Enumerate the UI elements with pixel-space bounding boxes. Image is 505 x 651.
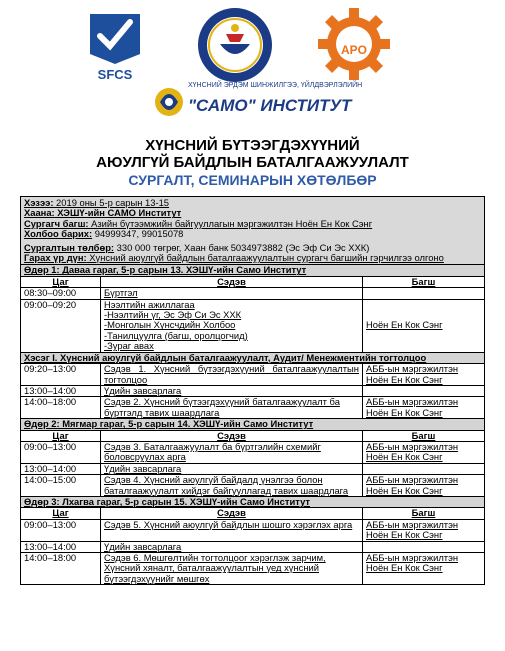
column-header-teacher: Багш: [362, 430, 484, 441]
sfcs-logo-text: SFCS: [97, 67, 133, 82]
samo-logo-subtitle: ХҮНСНИЙ ЭРДЭМ ШИНЖИЛГЭЭ, ҮЙЛДВЭРЛЭЛИЙН: [188, 82, 363, 89]
table-row: [21, 475, 485, 497]
topic-cell: [101, 299, 363, 352]
result-label: Гарах үр дүн:: [24, 252, 87, 264]
opening-line: -Зураг авах: [104, 340, 154, 352]
topic-cell: Сэдэв 5. Хүнсний аюулгүй байдлын шошго хэрэглэх арга: [101, 519, 363, 541]
table-row: [21, 364, 485, 386]
topic-cell: Үдийн завсарлага: [101, 541, 363, 552]
day-2-header: [21, 419, 485, 430]
day-2-title: Өдөр 2: Мягмар гараг, 5-р сарын 14. ХЭШҮ-ийн Само Институт: [21, 419, 485, 430]
teacher-cell: АББ-ын мэргэжилтэн Ноён Ен Кок Сэнг: [362, 397, 484, 419]
column-header-topic: Сэдэв: [101, 508, 363, 519]
time-cell: 14:00–18:00: [21, 397, 101, 419]
title-line-3: СУРГАЛТ, СЕМИНАРЫН ХӨТӨЛБӨР: [128, 172, 377, 188]
samo-institute-logo: [154, 80, 364, 128]
table-row: [21, 397, 485, 419]
topic-cell: Бүртгэл: [101, 288, 363, 299]
topic-cell: Сэдэв 1. Хүнсний бүтээгдэхүүний баталгаажуулалтын тогтолцоо: [101, 364, 363, 386]
teacher-cell: АББ-ын мэргэжилтэн Ноён Ен Кок Сэнг: [362, 519, 484, 541]
column-header-time: Цаг: [21, 508, 101, 519]
opening-line: -Монголын Хүнсчдийн Холбоо: [104, 319, 236, 331]
topic-cell: Сэдэв 6. Мөшгөлтийн тогтолцоог хэрэглэж зарчим, Хүнсний хяналт, баталгаажуулалтын үед хүнсний бүтээгдэхүүнийг мөшгөх: [101, 553, 363, 585]
teacher-cell: АББ-ын мэргэжилтэн Ноён Ен Кок Сэнг: [362, 364, 484, 386]
time-cell: 08:30–09:00: [21, 288, 101, 299]
table-row: [21, 441, 485, 463]
contact-value: 94999347, 99015078: [92, 228, 184, 240]
samo-emblem-icon: [154, 82, 184, 122]
apo-gear-logo: [316, 6, 392, 82]
time-cell: 09:00–13:00: [21, 519, 101, 541]
fee-label: Сургалтын төлбөр:: [24, 241, 115, 253]
time-cell: 09:00–09:20: [21, 299, 101, 352]
teacher-cell: [362, 385, 484, 396]
time-cell: 13:00–14:00: [21, 385, 101, 396]
topic-cell: Сэдэв 4. Хүнсний аюулгүй байдалд үнэлгээ болон баталгаажуулалт хийдэг байгууллагад тавих шаардлага: [101, 475, 363, 497]
opening-line: -Танилцуулга (багш, оролцогчид): [104, 329, 248, 341]
opening-line: -Нээлтийн үг, Эс Эф Си Эс ХХК: [104, 309, 242, 321]
trainer-value: Азийн бүтээмжийн байгууллагын мэргэжилтэн Ноён Ен Кок Сэнг: [88, 217, 373, 229]
day-1-title: Өдөр 1: Даваа гараг, 5-р сарын 13. ХЭШҮ-ийн Само Институт: [21, 265, 485, 276]
table-row: [21, 519, 485, 541]
time-cell: 14:00–18:00: [21, 553, 101, 585]
topic-cell: Үдийн завсарлага: [101, 385, 363, 396]
samo-logo-name: "САМО" ИНСТИТУТ: [188, 96, 352, 115]
teacher-cell: АББ-ын мэргэжилтэн Ноён Ен Кок Сэнг: [362, 475, 484, 497]
column-header-teacher: Багш: [362, 276, 484, 287]
contact-label: Холбоо барих:: [24, 228, 93, 240]
teacher-cell: Ноён Ен Кок Сэнг: [362, 299, 484, 352]
topic-cell: Сэдэв 2. Хүнсний бүтээгдэхүүний баталгаажуулалт ба бүртгэлд тавих шаардлага: [101, 397, 363, 419]
section-header: [21, 352, 485, 363]
program-table: [20, 196, 485, 585]
sfcs-logo: [88, 10, 142, 82]
info-block: [21, 197, 485, 265]
teacher-cell: [362, 288, 484, 299]
table-row: [21, 553, 485, 585]
fee-value: 330 000 төгрөг, Хаан банк 5034973882 (Эс Эф Си Эс ХХК): [114, 241, 370, 253]
trainer-label: Сургагч багш:: [24, 217, 89, 229]
topic-cell: Үдийн завсарлага: [101, 463, 363, 474]
column-header-topic: Сэдэв: [101, 430, 363, 441]
table-row: [21, 288, 485, 299]
time-cell: 13:00–14:00: [21, 463, 101, 474]
column-header-teacher: Багш: [362, 508, 484, 519]
opening-line: Нээлтийн ажиллагаа: [104, 298, 195, 310]
place-label: Хаана:: [24, 207, 55, 219]
title-line-1: ХҮНСНИЙ БҮТЭЭГДЭХҮҮНИЙ: [145, 137, 360, 154]
table-row: [21, 541, 485, 552]
title-line-2: АЮУЛГҮЙ БАЙДЛЫН БАТАЛГААЖУУЛАЛТ: [96, 154, 409, 171]
topic-cell: Сэдэв 3. Баталгаажуулалт ба бүртгэлийн схемийг боловсруулах арга: [101, 441, 363, 463]
table-row: [21, 299, 485, 352]
result-value: Хүнсний аюулгүй байдлын баталгаажуулалтын сургагч багшийн гэрчилгээ олгоно: [86, 252, 444, 264]
time-cell: 13:00–14:00: [21, 541, 101, 552]
day-3-title: Өдөр 3: Лхагва гараг, 5-р сарын 15. ХЭШҮ-ийн Само Институт: [21, 496, 485, 507]
date-label: Хэзээ:: [24, 197, 54, 208]
logo-header: [0, 0, 505, 130]
column-header-row: [21, 276, 485, 287]
apo-logo-text: APO: [340, 43, 368, 57]
day-1-header: [21, 265, 485, 276]
time-cell: 09:00–13:00: [21, 441, 101, 463]
time-cell: 09:20–13:00: [21, 364, 101, 386]
place-value: ХЭШҮ-ийн САМО Институт: [54, 207, 182, 219]
teacher-cell: АББ-ын мэргэжилтэн Ноён Ен Кок Сэнг: [362, 441, 484, 463]
table-row: [21, 385, 485, 396]
column-header-row: [21, 508, 485, 519]
column-header-time: Цаг: [21, 430, 101, 441]
day-3-header: [21, 496, 485, 507]
column-header-time: Цаг: [21, 276, 101, 287]
table-row: [21, 463, 485, 474]
time-cell: 14:00–15:00: [21, 475, 101, 497]
column-header-row: [21, 430, 485, 441]
mongolian-food-association-logo: [196, 6, 274, 84]
section-title: Хэсэг I. Хүнсний аюулгүй байдлын баталгаажуулалт, Аудит/ Менежментийн тогтолцоо: [21, 352, 485, 363]
teacher-cell: [362, 541, 484, 552]
teacher-cell: [362, 463, 484, 474]
teacher-cell: АББ-ын мэргэжилтэн Ноён Ен Кок Сэнг: [362, 553, 484, 585]
column-header-topic: Сэдэв: [101, 276, 363, 287]
date-value: 2019 оны 5-р сарын 13-15: [53, 197, 170, 208]
